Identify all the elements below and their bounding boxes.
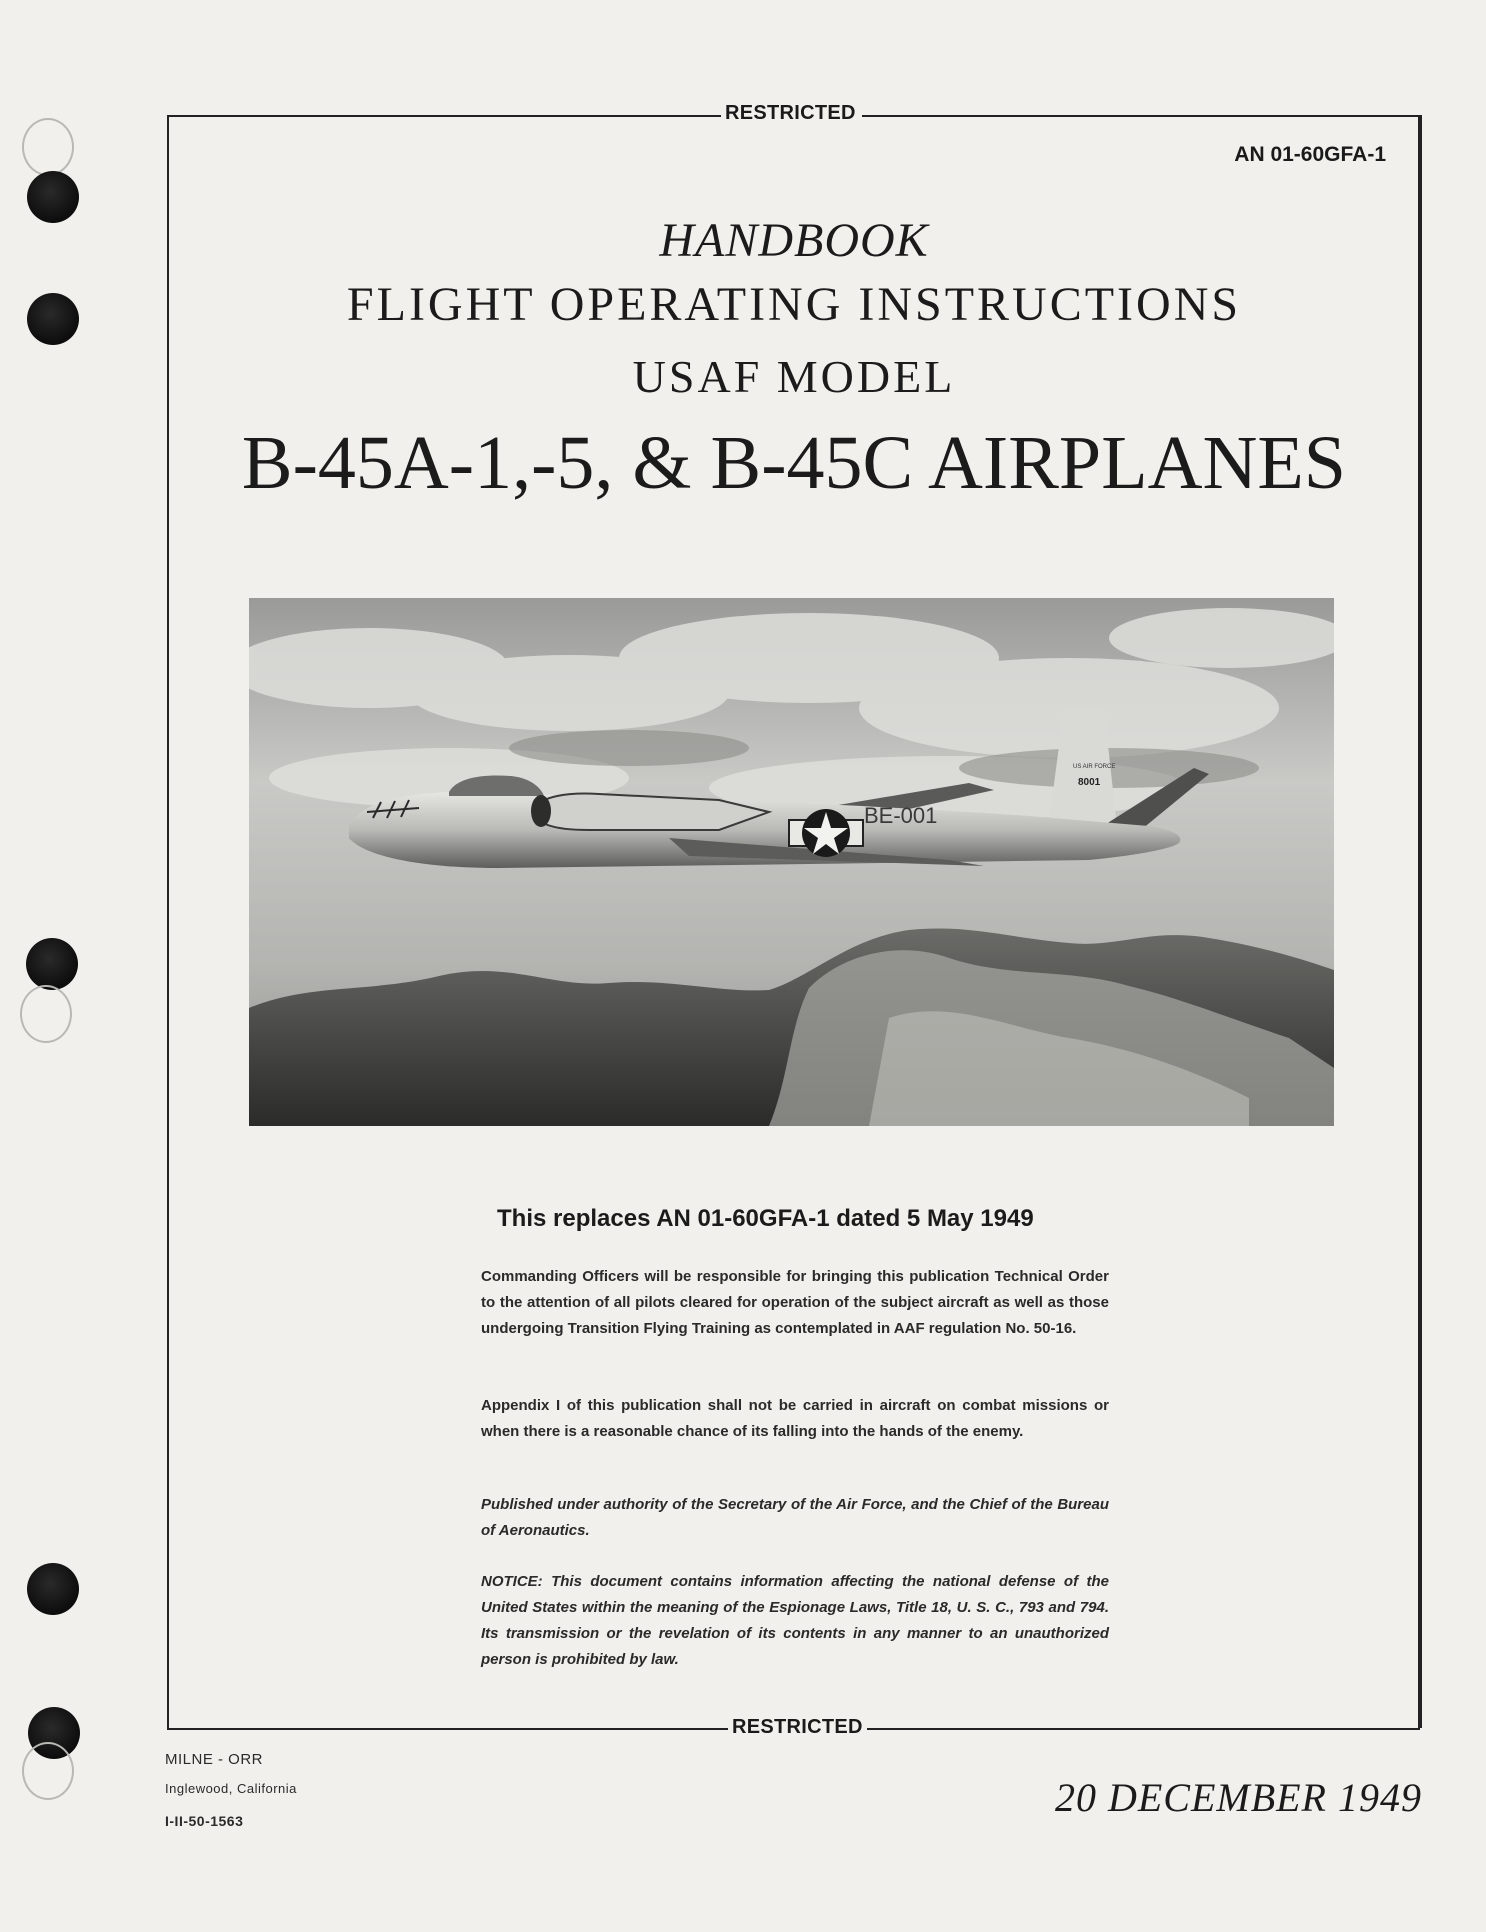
tail-text: US AIR FORCE bbox=[1073, 764, 1116, 770]
binder-hole-ring-top bbox=[22, 118, 74, 176]
espionage-notice-paragraph: NOTICE: This document contains information affecting the national defense of the United States within the meaning of the Espionage Laws, Title 18, U. S. C., 793 and 794. Its transmission or the revelation of its contents in any manner to an unauthorized person is prohibited by law. bbox=[481, 1573, 1109, 1668]
printer-name: MILNE - ORR bbox=[165, 1751, 264, 1768]
tail-number: 8001 bbox=[1078, 777, 1101, 788]
classification-bottom: RESTRICTED bbox=[728, 1716, 867, 1739]
binder-hole-ring-bottom bbox=[22, 1742, 74, 1800]
frame-left-border bbox=[167, 115, 169, 1728]
authority-paragraph: Published under authority of the Secretary of the Air Force, and the Chief of the Bureau of Aeronautics. bbox=[481, 1496, 1109, 1539]
binder-hole bbox=[27, 293, 79, 345]
print-code: I-II-50-1563 bbox=[165, 1813, 244, 1829]
commanding-officers-paragraph: Commanding Officers will be responsible for bringing this publication Technical Order to the attention of all pilots cleared for operation of the subject aircraft as well as those undergoing Transition Flying Training as contemplated in AAF regulation No. 50-16. bbox=[481, 1268, 1109, 1337]
frame-top-rule-left bbox=[167, 115, 722, 117]
title-flight-operating-instructions: FLIGHT OPERATING INSTRUCTIONS bbox=[346, 278, 1242, 331]
classification-top: RESTRICTED bbox=[721, 102, 860, 125]
aircraft-photo bbox=[249, 598, 1334, 1126]
binder-hole bbox=[27, 1563, 79, 1615]
binder-hole bbox=[27, 171, 79, 223]
document-number: AN 01-60GFA-1 bbox=[1234, 143, 1386, 166]
appendix-paragraph: Appendix I of this publication shall not be carried in aircraft on combat missions or when there is a reasonable chance of its falling into the hands of the enemy. bbox=[481, 1397, 1109, 1440]
frame-bottom-rule-left bbox=[167, 1728, 729, 1730]
binder-hole-ring-mid bbox=[20, 985, 72, 1043]
replaces-notice: This replaces AN 01-60GFA-1 dated 5 May 1949 bbox=[497, 1205, 1034, 1232]
frame-right-border bbox=[1418, 115, 1422, 1728]
publication-date: 20 DECEMBER 1949 bbox=[1054, 1775, 1422, 1820]
title-usaf-model: USAF MODEL bbox=[632, 351, 956, 402]
printer-location: Inglewood, California bbox=[165, 1781, 297, 1796]
aircraft-marking: BE-001 bbox=[864, 803, 938, 828]
frame-top-rule-right bbox=[862, 115, 1420, 117]
aircraft-photo-illustration bbox=[249, 598, 1334, 1126]
binder-hole bbox=[26, 938, 78, 990]
title-aircraft-models: B-45A-1,-5, & B-45C AIRPLANES bbox=[241, 421, 1347, 505]
frame-bottom-rule-right bbox=[866, 1728, 1420, 1730]
title-handbook: HANDBOOK bbox=[659, 214, 929, 267]
